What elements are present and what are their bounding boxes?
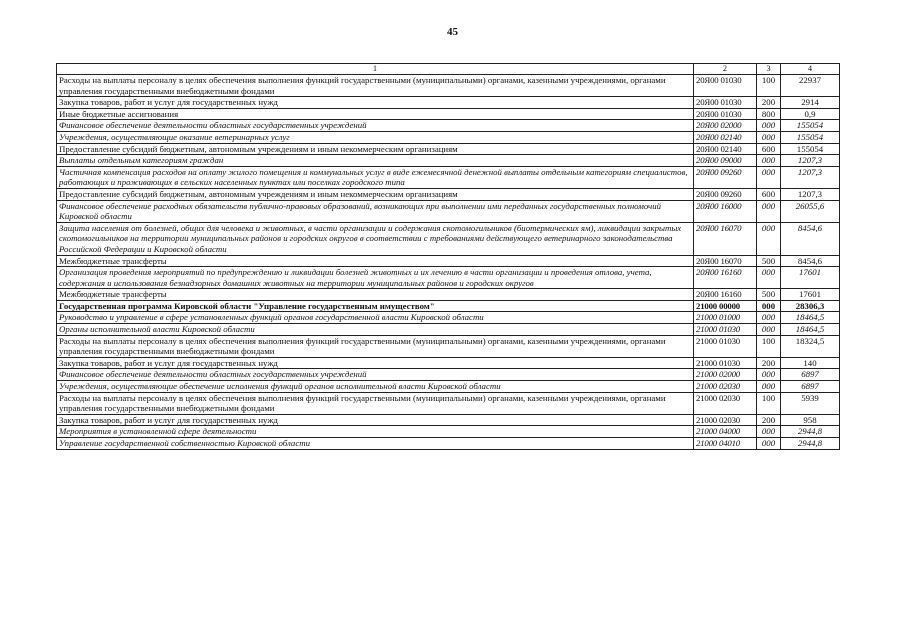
row-name-cell: Выплаты отдельным категориям граждан: [57, 155, 694, 167]
row-vr-cell: 500: [757, 255, 781, 267]
page-number: 45: [447, 26, 458, 38]
row-vr-cell: 600: [757, 188, 781, 200]
table-row: [57, 300, 840, 312]
row-amount-cell: 1207,3: [781, 166, 840, 188]
row-name-cell: Государственная программа Кировской области "Управление государственным имуществом": [57, 300, 694, 312]
row-amount-cell: 17601: [781, 267, 840, 289]
row-amount-cell: 17601: [781, 289, 840, 301]
row-amount-cell: 155054: [781, 120, 840, 132]
row-code-cell: 20Я00 16000: [694, 200, 757, 222]
row-name-cell: Закупка товаров, работ и услуг для государственных нужд: [57, 414, 694, 426]
row-name-cell: Защита населения от болезней, общих для человека и животных, в части организации и содержания скотомогильников (биотермических ям), ликвидации закрытых скотомогильников на территории муниципальных районов и городских округов в соответствии с требованиями действующего ветеринарного законодательства Российской Федерации и Кировской области: [57, 222, 694, 255]
row-amount-cell: 18324,5: [781, 335, 840, 357]
row-vr-cell: 200: [757, 414, 781, 426]
table-row: [57, 426, 840, 438]
row-amount-cell: 155054: [781, 143, 840, 155]
row-vr-cell: 100: [757, 335, 781, 357]
row-code-cell: 20Я00 02140: [694, 143, 757, 155]
row-name-cell: Организация проведения мероприятий по предупреждению и ликвидации болезней животных и их лечению в части организации и проведения отлова, учета, содержания и использования безнадзорных домашних животных на территории муниципальных районов и городских округов: [57, 267, 694, 289]
header-col-4: 4: [781, 64, 840, 75]
budget-table: [56, 63, 840, 450]
row-vr-cell: 000: [757, 166, 781, 188]
row-name-cell: Финансовое обеспечение деятельности областных государственных учреждений: [57, 369, 694, 381]
row-vr-cell: 000: [757, 131, 781, 143]
row-vr-cell: 200: [757, 357, 781, 369]
row-code-cell: 21000 01030: [694, 335, 757, 357]
table-row: [57, 222, 840, 255]
row-amount-cell: 2914: [781, 97, 840, 109]
row-code-cell: 20Я00 01030: [694, 97, 757, 109]
row-code-cell: 21000 02030: [694, 381, 757, 393]
table-row: [57, 438, 840, 450]
row-amount-cell: 18464,5: [781, 324, 840, 336]
header-col-3: 3: [757, 64, 781, 75]
table-row: [57, 381, 840, 393]
row-name-cell: Предоставление субсидий бюджетным, автономным учреждениям и иным некоммерческим организациям: [57, 143, 694, 155]
row-vr-cell: 000: [757, 438, 781, 450]
row-vr-cell: 000: [757, 369, 781, 381]
row-code-cell: 20Я00 16070: [694, 222, 757, 255]
table-body: [57, 75, 840, 450]
table-header-row: [57, 64, 840, 75]
row-vr-cell: 000: [757, 120, 781, 132]
row-name-cell: Закупка товаров, работ и услуг для государственных нужд: [57, 97, 694, 109]
row-name-cell: Органы исполнительной власти Кировской области: [57, 324, 694, 336]
row-name-cell: Расходы на выплаты персоналу в целях обеспечения выполнения функций государственными (муниципальными) органами, казенными учреждениями, органами управления государственными внебюджетными фондами: [57, 392, 694, 414]
table-row: [57, 97, 840, 109]
row-amount-cell: 1207,3: [781, 188, 840, 200]
row-name-cell: Финансовое обеспечение расходных обязательств публично-правовых образований, возникающих при выполнении ими переданных государственных полномочий Кировской области: [57, 200, 694, 222]
table-row: [57, 335, 840, 357]
row-name-cell: Предоставление субсидий бюджетным, автономным учреждениям и иным некоммерческим организациям: [57, 188, 694, 200]
row-amount-cell: 8454,6: [781, 255, 840, 267]
row-name-cell: Управление государственной собственностью Кировской области: [57, 438, 694, 450]
row-amount-cell: 1207,3: [781, 155, 840, 167]
row-code-cell: 21000 00000: [694, 300, 757, 312]
table-row: [57, 131, 840, 143]
row-amount-cell: 140: [781, 357, 840, 369]
table-row: [57, 255, 840, 267]
table-row: [57, 392, 840, 414]
row-vr-cell: 000: [757, 267, 781, 289]
row-amount-cell: 28306,3: [781, 300, 840, 312]
row-code-cell: 21000 02030: [694, 392, 757, 414]
table-row: [57, 108, 840, 120]
row-name-cell: Учреждения, осуществляющие обеспечение исполнения функций органов исполнительной власти Кировской области: [57, 381, 694, 393]
row-name-cell: Иные бюджетные ассигнования: [57, 108, 694, 120]
row-code-cell: 20Я00 09260: [694, 166, 757, 188]
table-row: [57, 369, 840, 381]
row-name-cell: Межбюджетные трансферты: [57, 289, 694, 301]
row-code-cell: 21000 01030: [694, 357, 757, 369]
row-vr-cell: 000: [757, 155, 781, 167]
row-vr-cell: 000: [757, 222, 781, 255]
row-vr-cell: 100: [757, 392, 781, 414]
row-amount-cell: 5939: [781, 392, 840, 414]
row-code-cell: 20Я00 16070: [694, 255, 757, 267]
table-row: [57, 155, 840, 167]
row-code-cell: 20Я00 16160: [694, 267, 757, 289]
table-row: [57, 120, 840, 132]
table-row: [57, 143, 840, 155]
row-name-cell: Межбюджетные трансферты: [57, 255, 694, 267]
row-name-cell: Мероприятия в установленной сфере деятельности: [57, 426, 694, 438]
table-row: [57, 188, 840, 200]
table-row: [57, 357, 840, 369]
row-vr-cell: 000: [757, 312, 781, 324]
row-vr-cell: 500: [757, 289, 781, 301]
row-code-cell: 21000 02030: [694, 414, 757, 426]
row-code-cell: 21000 04010: [694, 438, 757, 450]
row-code-cell: 21000 01000: [694, 312, 757, 324]
row-code-cell: 20Я00 02140: [694, 131, 757, 143]
row-code-cell: 20Я00 01030: [694, 75, 757, 97]
row-name-cell: Расходы на выплаты персоналу в целях обеспечения выполнения функций государственными (муниципальными) органами, казенными учреждениями, органами управления государственными внебюджетными фондами: [57, 335, 694, 357]
row-amount-cell: 6897: [781, 381, 840, 393]
table-row: [57, 200, 840, 222]
row-vr-cell: 000: [757, 324, 781, 336]
row-name-cell: Расходы на выплаты персоналу в целях обеспечения выполнения функций государственными (муниципальными) органами, казенными учреждениями, органами управления государственными внебюджетными фондами: [57, 75, 694, 97]
row-amount-cell: 18464,5: [781, 312, 840, 324]
row-amount-cell: 0,9: [781, 108, 840, 120]
row-amount-cell: 22937: [781, 75, 840, 97]
row-amount-cell: 26055,6: [781, 200, 840, 222]
row-vr-cell: 000: [757, 426, 781, 438]
row-name-cell: Руководство и управление в сфере установленных функций органов государственной власти Кировской области: [57, 312, 694, 324]
table-row: [57, 267, 840, 289]
row-name-cell: Учреждения, осуществляющие оказание ветеринарных услуг: [57, 131, 694, 143]
row-name-cell: Частичная компенсация расходов на оплату жилого помещения и коммунальных услуг в виде ежемесячной денежной выплаты отдельным категориям специалистов, работающих и проживающих в сельских населенных пунктах или поселках городского типа: [57, 166, 694, 188]
row-amount-cell: 2944,8: [781, 438, 840, 450]
row-code-cell: 21000 01030: [694, 324, 757, 336]
table-row: [57, 312, 840, 324]
table-row: [57, 289, 840, 301]
row-code-cell: 20Я00 16160: [694, 289, 757, 301]
row-vr-cell: 200: [757, 97, 781, 109]
row-code-cell: 20Я00 01030: [694, 108, 757, 120]
table-row: [57, 166, 840, 188]
row-amount-cell: 958: [781, 414, 840, 426]
row-vr-cell: 000: [757, 300, 781, 312]
row-vr-cell: 000: [757, 381, 781, 393]
row-code-cell: 20Я00 02000: [694, 120, 757, 132]
row-code-cell: 20Я00 09000: [694, 155, 757, 167]
header-col-2: 2: [694, 64, 757, 75]
row-vr-cell: 100: [757, 75, 781, 97]
row-amount-cell: 2944,8: [781, 426, 840, 438]
table-row: [57, 75, 840, 97]
row-code-cell: 20Я00 09260: [694, 188, 757, 200]
row-name-cell: Финансовое обеспечение деятельности областных государственных учреждений: [57, 120, 694, 132]
row-name-cell: Закупка товаров, работ и услуг для государственных нужд: [57, 357, 694, 369]
row-amount-cell: 155054: [781, 131, 840, 143]
table-row: [57, 414, 840, 426]
row-amount-cell: 6897: [781, 369, 840, 381]
row-vr-cell: 600: [757, 143, 781, 155]
row-vr-cell: 000: [757, 200, 781, 222]
row-code-cell: 21000 04000: [694, 426, 757, 438]
row-vr-cell: 800: [757, 108, 781, 120]
row-code-cell: 21000 02000: [694, 369, 757, 381]
row-amount-cell: 8454,6: [781, 222, 840, 255]
table-row: [57, 324, 840, 336]
header-col-1: 1: [57, 64, 694, 75]
